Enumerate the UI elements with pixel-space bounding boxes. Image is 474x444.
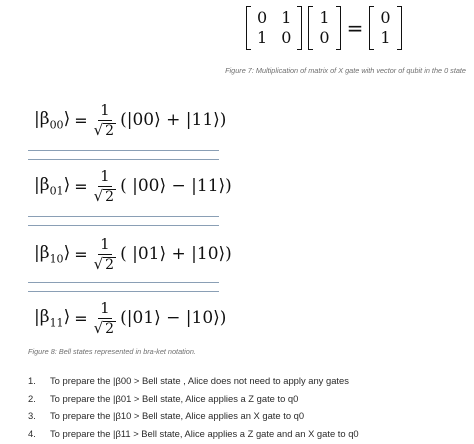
bell-state-11-equation (28, 290, 227, 346)
vector-cell: 1 (380, 28, 391, 47)
bell-state-ket: $|\beta_{00}⟩$ (34, 108, 71, 132)
bell-state-preparation-list (28, 372, 468, 442)
bell-state-ket: $|\beta_{10}⟩$ (34, 242, 71, 266)
list-item-text: To prepare the |β10 > Bell state, Alice applies an X gate to q0 (50, 410, 305, 422)
bell-state-ket: $|\beta_{11}⟩$ (34, 306, 71, 330)
x-gate-matrix (246, 6, 302, 50)
figure-8-caption: Figure 8: Bell states represented in bra-ket notation. (28, 347, 196, 356)
ket-superposition: (|01⟩ − |10⟩) (120, 308, 227, 328)
vector-cell: 0 (380, 8, 391, 27)
bell-state-00-equation (28, 92, 227, 148)
x-gate-matrix-equation (246, 6, 442, 50)
list-item (28, 372, 468, 390)
list-item-text: To prepare the |β00 > Bell state , Alice does not need to apply any gates (50, 375, 349, 387)
normalization-fraction: 1 √ 2 (93, 234, 115, 273)
normalization-fraction: 1 √ 2 (93, 298, 115, 337)
equals-sign: = (74, 308, 88, 328)
bell-state-01-equation (28, 158, 232, 214)
list-item-text: To prepare the |β01 > Bell state, Alice applies a Z gate to q0 (50, 392, 299, 404)
result-vector (369, 6, 401, 50)
qubit-vector (308, 6, 340, 50)
matrix-cell: 0 (257, 8, 268, 27)
matrix-cell: 1 (257, 28, 268, 47)
normalization-fraction: 1 √ 2 (93, 166, 115, 205)
list-item (28, 390, 468, 408)
normalization-fraction: 1 √ 2 (93, 100, 115, 139)
list-item-number: 4. (28, 427, 36, 439)
matrix-cell: 1 (281, 8, 292, 27)
vector-cell: 0 (319, 28, 330, 47)
equals-sign: = (74, 110, 88, 130)
equals-sign: = (74, 176, 88, 196)
bell-state-ket: $|\beta_{01}⟩$ (34, 174, 71, 198)
vector-cell: 1 (319, 8, 330, 27)
list-item-number: 1. (28, 375, 36, 387)
list-item (28, 407, 468, 425)
sqrt-symbol: √ (93, 186, 104, 205)
sqrt-symbol: √ (93, 120, 104, 139)
figure-7-caption: Figure 7: Multiplication of matrix of X gate with vector of qubit in the 0 state (225, 66, 466, 75)
ket-superposition: ( |01⟩ + |10⟩) (120, 244, 232, 264)
bell-state-10-equation (28, 226, 232, 282)
list-item-number: 2. (28, 392, 36, 404)
list-item-number: 3. (28, 410, 36, 422)
list-item (28, 425, 468, 443)
ket-superposition: ( |00⟩ − |11⟩) (120, 176, 232, 196)
sqrt-symbol: √ (93, 254, 104, 273)
list-item-text: To prepare the |β11 > Bell state, Alice applies a Z gate and an X gate to q0 (50, 427, 359, 439)
ket-superposition: (|00⟩ + |11⟩) (120, 110, 227, 130)
matrix-cell: 0 (281, 28, 292, 47)
sqrt-symbol: √ (93, 318, 104, 337)
equals-sign: = (74, 244, 88, 264)
equals-sign: = (346, 16, 364, 40)
